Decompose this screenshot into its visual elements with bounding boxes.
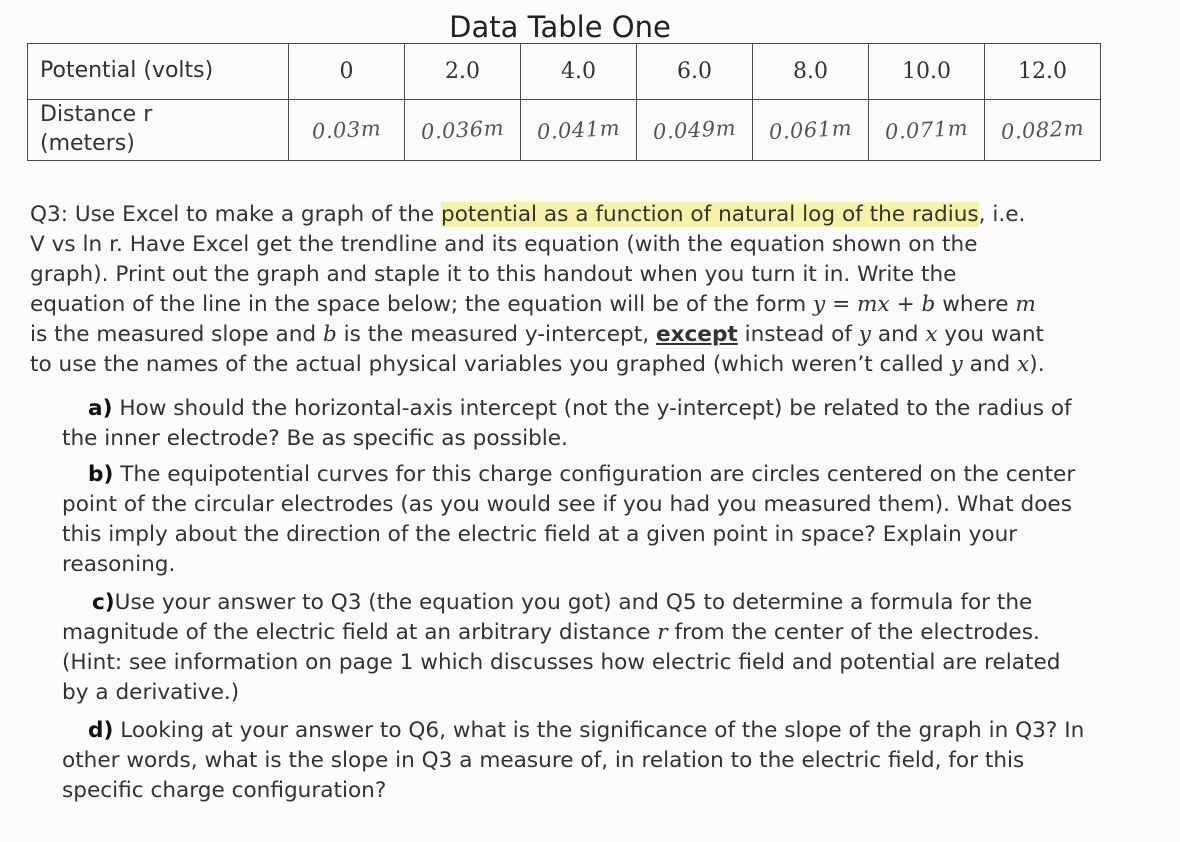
qc-text: magnitude of the electric field at an arbitrary distance [62, 620, 658, 645]
q3-text: equation of the line in the space below; the equation will be of the form [30, 292, 814, 317]
question-3 [30, 200, 1120, 380]
q3-text: you want [937, 322, 1044, 347]
qd-line: other words, what is the slope in Q3 a measure of, in relation to the electric field, for this [62, 748, 1025, 773]
var-m: m [1015, 292, 1036, 317]
qa-text: How should the horizontal-axis intercept (not the y-intercept) be related to the radius of [112, 396, 1072, 421]
distance-label [28, 100, 289, 161]
var-y: y [950, 352, 963, 377]
qc-line [62, 618, 1132, 648]
line-formula: y = mx + b [813, 292, 936, 317]
question-d [62, 716, 1132, 806]
qb-line: point of the circular electrodes (as you would see if you had you measured them). What does [62, 492, 1072, 517]
q3-text: , i.e. [978, 202, 1026, 227]
qd-text: Looking at your answer to Q6, what is the significance of the slope of the graph in Q3? In [113, 718, 1085, 743]
q3-text: to use the names of the actual physical variables you graphed (which weren’t called [30, 352, 951, 377]
distance-row [28, 100, 1101, 161]
qd-line: specific charge configuration? [62, 778, 387, 803]
qb-line: this imply about the direction of the electric field at a given point in space? Explain your [62, 522, 1018, 547]
qb-line [62, 460, 1132, 490]
q3-text: where [935, 292, 1016, 317]
handwritten-value: 0.071m [884, 115, 969, 145]
handwritten-value: 0.049m [652, 115, 737, 145]
var-x: x [925, 322, 938, 347]
qc-line [62, 588, 1132, 618]
q3-text: is the measured slope and [30, 322, 323, 347]
data-table [27, 43, 1101, 161]
qd-line [62, 716, 1132, 746]
qb-text: The equipotential curves for this charge configuration are circles centered on the center [113, 462, 1076, 487]
potential-value: 8.0 [753, 44, 869, 100]
question-c [62, 588, 1132, 708]
var-b: b [322, 322, 337, 347]
q3-text: and [962, 352, 1018, 377]
q3-text: ). [1029, 352, 1045, 377]
q3-text: Q3: Use Excel to make a graph of the [30, 202, 441, 227]
distance-value [869, 100, 985, 161]
potential-value: 4.0 [521, 44, 637, 100]
qc-line: by a derivative.) [62, 680, 240, 705]
qb-line: reasoning. [62, 552, 176, 577]
potential-value: 12.0 [985, 44, 1101, 100]
q3-line [30, 200, 1120, 230]
q3-text: and [871, 322, 926, 347]
distance-label-line2: (meters) [40, 131, 135, 156]
qb-label: b) [88, 462, 114, 487]
q3-line [30, 350, 1120, 380]
potential-row [28, 44, 1101, 100]
distance-value [753, 100, 869, 161]
qa-line [62, 394, 1132, 424]
q3-line [30, 290, 1120, 320]
handwritten-value: 0.036m [420, 115, 505, 145]
distance-value [637, 100, 753, 161]
qc-label: c) [92, 590, 115, 615]
distance-value [521, 100, 637, 161]
distance-value [289, 100, 405, 161]
q3-line: graph). Print out the graph and staple it to this handout when you turn it in. Write the [30, 262, 957, 287]
qc-text: Use your answer to Q3 (the equation you got) and Q5 to determine a formula for the [114, 590, 1033, 615]
q3-line [30, 320, 1120, 350]
potential-value: 10.0 [869, 44, 985, 100]
qc-text: from the center of the electrodes. [667, 620, 1040, 645]
q3-line: V vs ln r. Have Excel get the trendline and its equation (with the equation shown on the [30, 232, 978, 257]
handwritten-value: 0.061m [768, 115, 853, 145]
q3-text: instead of [737, 322, 859, 347]
qa-line: the inner electrode? Be as specific as possible. [62, 426, 568, 451]
qd-label: d) [88, 718, 114, 743]
distance-value [405, 100, 521, 161]
potential-value: 2.0 [405, 44, 521, 100]
handwritten-value: 0.03m [311, 116, 382, 144]
except-word: except [655, 322, 738, 347]
qc-line: (Hint: see information on page 1 which discusses how electric field and potential are related [62, 650, 1061, 675]
question-b [62, 460, 1132, 580]
handwritten-value: 0.041m [536, 115, 621, 145]
var-r: r [657, 620, 668, 645]
var-y: y [858, 322, 871, 347]
var-x: x [1017, 352, 1030, 377]
potential-value: 0 [289, 44, 405, 100]
q3-highlight: potential as a function of natural log of the radius [441, 202, 979, 227]
table-title: Data Table One [449, 10, 671, 44]
q3-text: is the measured y-intercept, [336, 322, 656, 347]
handwritten-value: 0.082m [1000, 115, 1085, 145]
distance-value [985, 100, 1101, 161]
qa-label: a) [88, 396, 113, 421]
potential-value: 6.0 [637, 44, 753, 100]
distance-label-line1: Distance r [40, 102, 153, 128]
potential-label: Potential (volts) [28, 44, 289, 100]
question-a [62, 394, 1132, 454]
